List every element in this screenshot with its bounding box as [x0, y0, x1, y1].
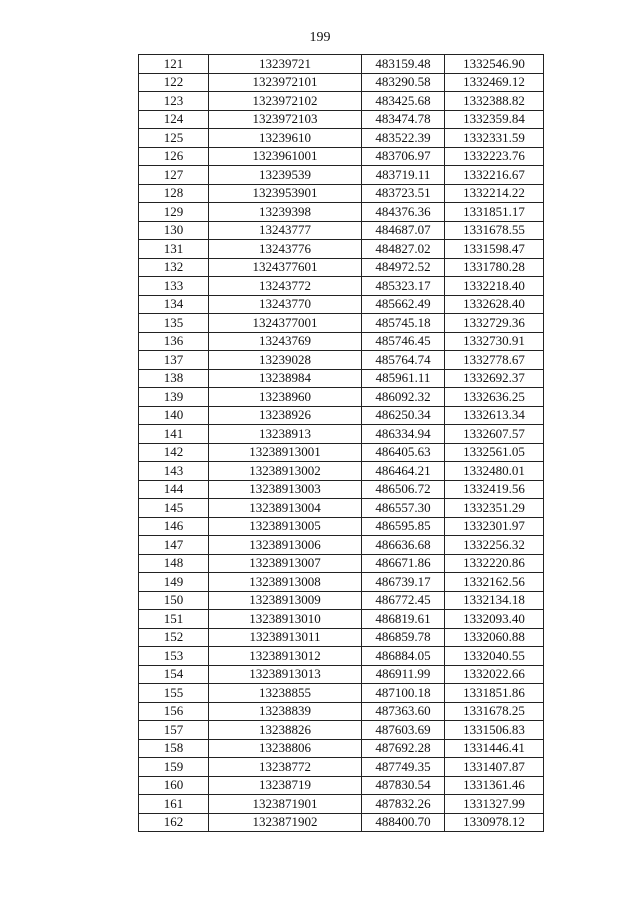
- y-coordinate-cell: 1330978.12: [445, 813, 544, 832]
- y-coordinate-cell: 1332778.67: [445, 351, 544, 370]
- y-coordinate-cell: 1331361.46: [445, 776, 544, 795]
- table-row: [139, 277, 544, 296]
- point-number-cell: 125: [139, 129, 209, 148]
- y-coordinate-cell: 1331327.99: [445, 795, 544, 814]
- point-id-cell: 13238984: [209, 369, 362, 388]
- table-row: [139, 739, 544, 758]
- point-id-cell: 13238913009: [209, 591, 362, 610]
- table-row: [139, 702, 544, 721]
- point-number-cell: 147: [139, 536, 209, 555]
- point-number-cell: 121: [139, 55, 209, 74]
- table-row: [139, 369, 544, 388]
- y-coordinate-cell: 1332607.57: [445, 425, 544, 444]
- point-number-cell: 162: [139, 813, 209, 832]
- x-coordinate-cell: 488400.70: [362, 813, 445, 832]
- point-id-cell: 13238913011: [209, 628, 362, 647]
- table-row: [139, 110, 544, 129]
- x-coordinate-cell: 483522.39: [362, 129, 445, 148]
- y-coordinate-cell: 1332613.34: [445, 406, 544, 425]
- table-row: [139, 351, 544, 370]
- point-id-cell: 1324377601: [209, 258, 362, 277]
- point-number-cell: 155: [139, 684, 209, 703]
- table-row: [139, 610, 544, 629]
- point-id-cell: 1323972103: [209, 110, 362, 129]
- table-row: [139, 166, 544, 185]
- point-id-cell: 13238719: [209, 776, 362, 795]
- y-coordinate-cell: 1332093.40: [445, 610, 544, 629]
- y-coordinate-cell: 1332419.56: [445, 480, 544, 499]
- y-coordinate-cell: 1332220.86: [445, 554, 544, 573]
- y-coordinate-cell: 1331506.83: [445, 721, 544, 740]
- table-row: [139, 129, 544, 148]
- y-coordinate-cell: 1332256.32: [445, 536, 544, 555]
- point-id-cell: 13239721: [209, 55, 362, 74]
- table-row: [139, 221, 544, 240]
- point-id-cell: 13238913004: [209, 499, 362, 518]
- y-coordinate-cell: 1332388.82: [445, 92, 544, 111]
- point-id-cell: 1324377001: [209, 314, 362, 333]
- point-number-cell: 151: [139, 610, 209, 629]
- table-row: [139, 684, 544, 703]
- table-row: [139, 647, 544, 666]
- table-row: [139, 314, 544, 333]
- x-coordinate-cell: 487832.26: [362, 795, 445, 814]
- x-coordinate-cell: 486405.63: [362, 443, 445, 462]
- x-coordinate-cell: 486506.72: [362, 480, 445, 499]
- page-number: 199: [309, 30, 331, 45]
- table-row: [139, 147, 544, 166]
- point-number-cell: 143: [139, 462, 209, 481]
- point-id-cell: 13243769: [209, 332, 362, 351]
- coordinates-table: [138, 54, 544, 832]
- point-id-cell: 13238839: [209, 702, 362, 721]
- point-number-cell: 146: [139, 517, 209, 536]
- y-coordinate-cell: 1332729.36: [445, 314, 544, 333]
- x-coordinate-cell: 485662.49: [362, 295, 445, 314]
- point-number-cell: 137: [139, 351, 209, 370]
- x-coordinate-cell: 487363.60: [362, 702, 445, 721]
- point-id-cell: 13238772: [209, 758, 362, 777]
- x-coordinate-cell: 484827.02: [362, 240, 445, 259]
- point-number-cell: 141: [139, 425, 209, 444]
- y-coordinate-cell: 1331446.41: [445, 739, 544, 758]
- y-coordinate-cell: 1332480.01: [445, 462, 544, 481]
- table-row: [139, 92, 544, 111]
- table-row: [139, 425, 544, 444]
- x-coordinate-cell: 486636.68: [362, 536, 445, 555]
- table-row: [139, 55, 544, 74]
- x-coordinate-cell: 487749.35: [362, 758, 445, 777]
- y-coordinate-cell: 1332561.05: [445, 443, 544, 462]
- table-row: [139, 554, 544, 573]
- point-id-cell: 1323972102: [209, 92, 362, 111]
- point-number-cell: 128: [139, 184, 209, 203]
- table-row: [139, 240, 544, 259]
- x-coordinate-cell: 485745.18: [362, 314, 445, 333]
- y-coordinate-cell: 1331851.17: [445, 203, 544, 222]
- x-coordinate-cell: 483290.58: [362, 73, 445, 92]
- x-coordinate-cell: 486557.30: [362, 499, 445, 518]
- point-id-cell: 13238913005: [209, 517, 362, 536]
- y-coordinate-cell: 1332060.88: [445, 628, 544, 647]
- y-coordinate-cell: 1332040.55: [445, 647, 544, 666]
- point-id-cell: 13238913: [209, 425, 362, 444]
- point-id-cell: 1323871901: [209, 795, 362, 814]
- point-number-cell: 132: [139, 258, 209, 277]
- point-id-cell: 13238913013: [209, 665, 362, 684]
- y-coordinate-cell: 1331780.28: [445, 258, 544, 277]
- table-row: [139, 258, 544, 277]
- table-row: [139, 665, 544, 684]
- point-number-cell: 135: [139, 314, 209, 333]
- x-coordinate-cell: 487830.54: [362, 776, 445, 795]
- point-number-cell: 157: [139, 721, 209, 740]
- point-number-cell: 136: [139, 332, 209, 351]
- y-coordinate-cell: 1332628.40: [445, 295, 544, 314]
- point-number-cell: 138: [139, 369, 209, 388]
- point-number-cell: 150: [139, 591, 209, 610]
- point-number-cell: 124: [139, 110, 209, 129]
- y-coordinate-cell: 1332134.18: [445, 591, 544, 610]
- table-row: [139, 499, 544, 518]
- point-id-cell: 13238960: [209, 388, 362, 407]
- x-coordinate-cell: 486250.34: [362, 406, 445, 425]
- x-coordinate-cell: 483425.68: [362, 92, 445, 111]
- x-coordinate-cell: 486464.21: [362, 462, 445, 481]
- point-id-cell: 13243770: [209, 295, 362, 314]
- point-number-cell: 148: [139, 554, 209, 573]
- table-row: [139, 443, 544, 462]
- x-coordinate-cell: 484972.52: [362, 258, 445, 277]
- x-coordinate-cell: 483706.97: [362, 147, 445, 166]
- y-coordinate-cell: 1332162.56: [445, 573, 544, 592]
- point-id-cell: 13239539: [209, 166, 362, 185]
- point-number-cell: 139: [139, 388, 209, 407]
- x-coordinate-cell: 486884.05: [362, 647, 445, 666]
- point-number-cell: 131: [139, 240, 209, 259]
- point-id-cell: 13243777: [209, 221, 362, 240]
- x-coordinate-cell: 485323.17: [362, 277, 445, 296]
- table-row: [139, 462, 544, 481]
- point-number-cell: 152: [139, 628, 209, 647]
- point-number-cell: 158: [139, 739, 209, 758]
- point-id-cell: 13238826: [209, 721, 362, 740]
- point-id-cell: 13243776: [209, 240, 362, 259]
- x-coordinate-cell: 486334.94: [362, 425, 445, 444]
- point-number-cell: 122: [139, 73, 209, 92]
- point-number-cell: 160: [139, 776, 209, 795]
- point-id-cell: 13239028: [209, 351, 362, 370]
- point-id-cell: 13239398: [209, 203, 362, 222]
- x-coordinate-cell: 487603.69: [362, 721, 445, 740]
- x-coordinate-cell: 486911.99: [362, 665, 445, 684]
- point-number-cell: 127: [139, 166, 209, 185]
- point-id-cell: 13238913007: [209, 554, 362, 573]
- y-coordinate-cell: 1332636.25: [445, 388, 544, 407]
- table-row: [139, 332, 544, 351]
- x-coordinate-cell: 487692.28: [362, 739, 445, 758]
- point-id-cell: 13239610: [209, 129, 362, 148]
- table-row: [139, 406, 544, 425]
- x-coordinate-cell: 485961.11: [362, 369, 445, 388]
- table-row: [139, 628, 544, 647]
- table-row: [139, 184, 544, 203]
- table-row: [139, 795, 544, 814]
- x-coordinate-cell: 486671.86: [362, 554, 445, 573]
- point-number-cell: 123: [139, 92, 209, 111]
- y-coordinate-cell: 1332730.91: [445, 332, 544, 351]
- point-id-cell: 13243772: [209, 277, 362, 296]
- x-coordinate-cell: 486859.78: [362, 628, 445, 647]
- table-row: [139, 721, 544, 740]
- x-coordinate-cell: 483474.78: [362, 110, 445, 129]
- y-coordinate-cell: 1332301.97: [445, 517, 544, 536]
- table-row: [139, 295, 544, 314]
- x-coordinate-cell: 486739.17: [362, 573, 445, 592]
- x-coordinate-cell: 486092.32: [362, 388, 445, 407]
- point-id-cell: 1323953901: [209, 184, 362, 203]
- y-coordinate-cell: 1332022.66: [445, 665, 544, 684]
- x-coordinate-cell: 486819.61: [362, 610, 445, 629]
- y-coordinate-cell: 1332359.84: [445, 110, 544, 129]
- point-number-cell: 140: [139, 406, 209, 425]
- point-id-cell: 13238913012: [209, 647, 362, 666]
- y-coordinate-cell: 1332351.29: [445, 499, 544, 518]
- point-id-cell: 13238913010: [209, 610, 362, 629]
- y-coordinate-cell: 1332216.67: [445, 166, 544, 185]
- point-number-cell: 133: [139, 277, 209, 296]
- point-number-cell: 142: [139, 443, 209, 462]
- point-id-cell: 13238926: [209, 406, 362, 425]
- table-row: [139, 388, 544, 407]
- point-id-cell: 13238806: [209, 739, 362, 758]
- point-number-cell: 154: [139, 665, 209, 684]
- point-number-cell: 159: [139, 758, 209, 777]
- point-number-cell: 153: [139, 647, 209, 666]
- point-number-cell: 134: [139, 295, 209, 314]
- point-id-cell: 1323871902: [209, 813, 362, 832]
- y-coordinate-cell: 1331678.55: [445, 221, 544, 240]
- point-number-cell: 149: [139, 573, 209, 592]
- x-coordinate-cell: 486772.45: [362, 591, 445, 610]
- x-coordinate-cell: 483723.51: [362, 184, 445, 203]
- y-coordinate-cell: 1332214.22: [445, 184, 544, 203]
- point-number-cell: 156: [139, 702, 209, 721]
- point-id-cell: 13238913002: [209, 462, 362, 481]
- y-coordinate-cell: 1332331.59: [445, 129, 544, 148]
- x-coordinate-cell: 486595.85: [362, 517, 445, 536]
- point-id-cell: 13238913001: [209, 443, 362, 462]
- table-row: [139, 776, 544, 795]
- point-id-cell: 13238913008: [209, 573, 362, 592]
- table-row: [139, 573, 544, 592]
- point-id-cell: 13238913006: [209, 536, 362, 555]
- y-coordinate-cell: 1332546.90: [445, 55, 544, 74]
- coordinates-table-body: [139, 55, 544, 832]
- y-coordinate-cell: 1332223.76: [445, 147, 544, 166]
- table-row: [139, 480, 544, 499]
- x-coordinate-cell: 483159.48: [362, 55, 445, 74]
- y-coordinate-cell: 1332469.12: [445, 73, 544, 92]
- x-coordinate-cell: 487100.18: [362, 684, 445, 703]
- y-coordinate-cell: 1331598.47: [445, 240, 544, 259]
- y-coordinate-cell: 1332218.40: [445, 277, 544, 296]
- x-coordinate-cell: 485764.74: [362, 351, 445, 370]
- table-row: [139, 758, 544, 777]
- point-number-cell: 144: [139, 480, 209, 499]
- point-number-cell: 161: [139, 795, 209, 814]
- point-id-cell: 13238855: [209, 684, 362, 703]
- x-coordinate-cell: 484687.07: [362, 221, 445, 240]
- table-row: [139, 536, 544, 555]
- point-id-cell: 1323961001: [209, 147, 362, 166]
- point-number-cell: 126: [139, 147, 209, 166]
- y-coordinate-cell: 1331407.87: [445, 758, 544, 777]
- y-coordinate-cell: 1331851.86: [445, 684, 544, 703]
- table-row: [139, 203, 544, 222]
- y-coordinate-cell: 1332692.37: [445, 369, 544, 388]
- table-row: [139, 591, 544, 610]
- table-row: [139, 813, 544, 832]
- point-number-cell: 129: [139, 203, 209, 222]
- point-number-cell: 145: [139, 499, 209, 518]
- table-row: [139, 73, 544, 92]
- x-coordinate-cell: 485746.45: [362, 332, 445, 351]
- point-id-cell: 13238913003: [209, 480, 362, 499]
- table-row: [139, 517, 544, 536]
- x-coordinate-cell: 483719.11: [362, 166, 445, 185]
- y-coordinate-cell: 1331678.25: [445, 702, 544, 721]
- point-id-cell: 1323972101: [209, 73, 362, 92]
- point-number-cell: 130: [139, 221, 209, 240]
- x-coordinate-cell: 484376.36: [362, 203, 445, 222]
